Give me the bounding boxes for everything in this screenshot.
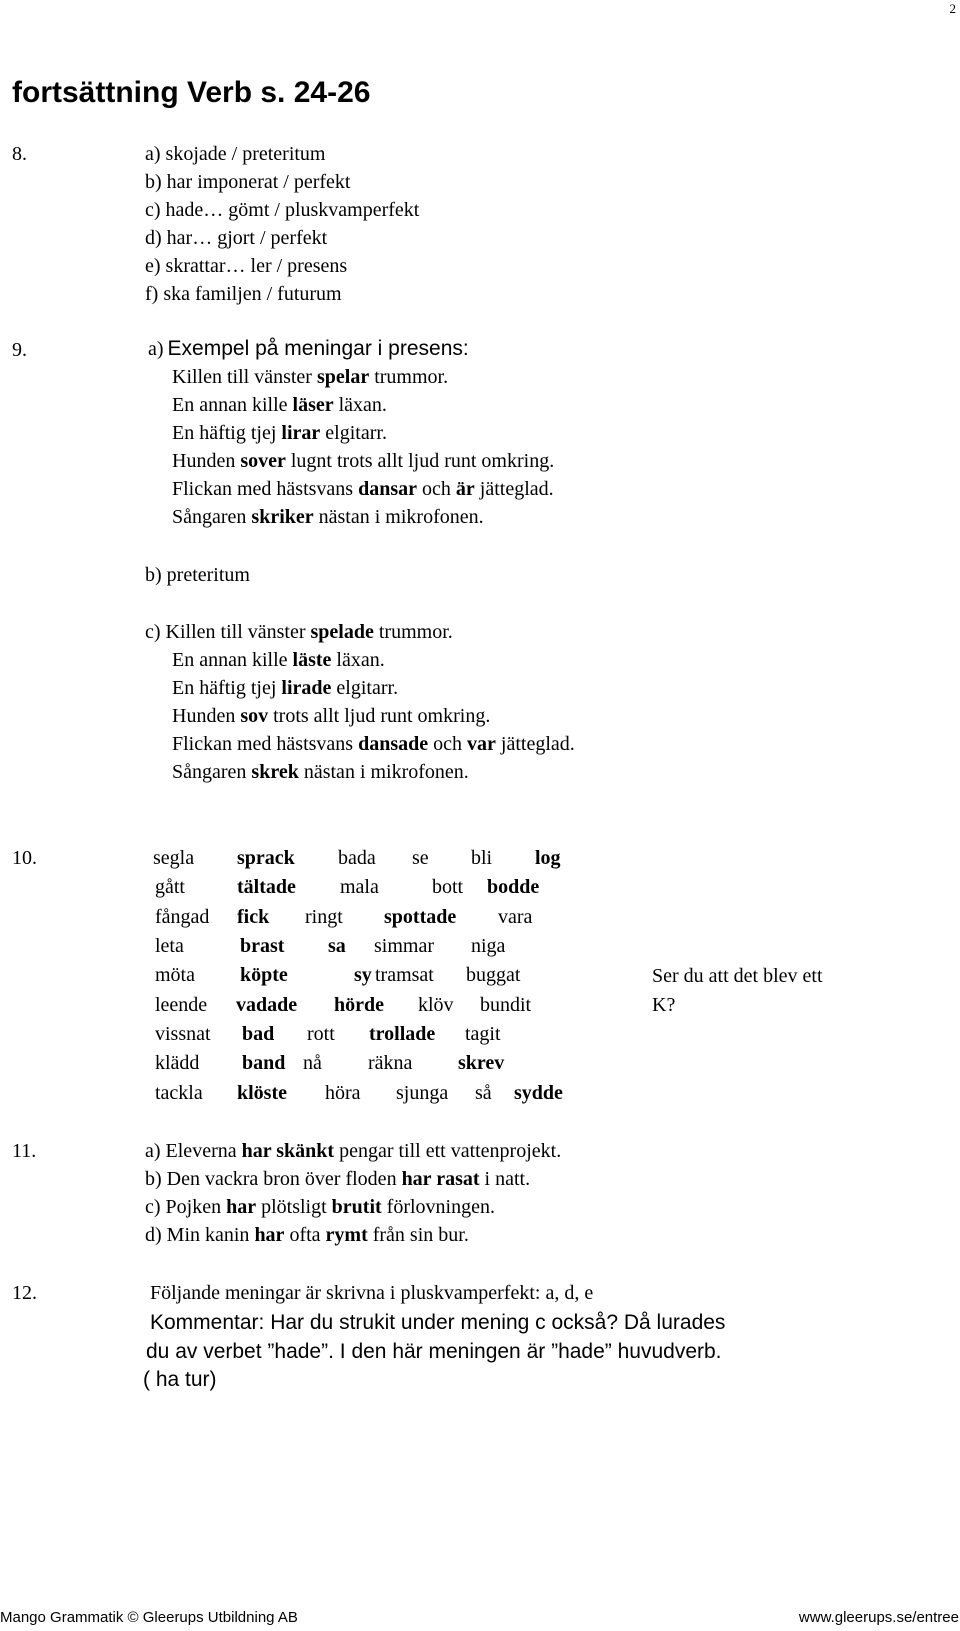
verb-word: sy — [354, 964, 372, 986]
exercise-9b-line: b) preteritum — [145, 564, 250, 586]
verb-word: simmar — [374, 935, 434, 957]
verb-word: sydde — [514, 1082, 563, 1104]
exercise-10-note-line: K? — [652, 994, 676, 1016]
verb-word: köpte — [240, 964, 288, 986]
verb-word: höra — [325, 1082, 361, 1104]
example-sentence: En häftig tjej lirade elgitarr. — [172, 677, 399, 699]
verb-word: bad — [242, 1023, 275, 1045]
example-sentence: En annan kille läser läxan. — [172, 394, 387, 416]
exercise-8-line: a) skojade / preteritum — [145, 143, 326, 165]
verb-word: tramsat — [375, 964, 434, 986]
verb-word: se — [412, 847, 429, 869]
exercise-8-line: f) ska familjen / futurum — [145, 283, 342, 305]
exercise-8-line: d) har… gjort / perfekt — [145, 227, 328, 249]
exercise-12-comment-line: Kommentar: Har du strukit under mening c också? Då lurades — [150, 1311, 726, 1334]
example-sentence: Killen till vänster spelar trummor. — [172, 366, 449, 388]
verb-word: bundit — [480, 994, 532, 1016]
verb-word: tältade — [237, 876, 296, 898]
exercise-9-number: 9. — [12, 339, 27, 361]
verb-word: spottade — [384, 906, 457, 928]
exercise-11-sentence: d) Min kanin har ofta rymt från sin bur. — [145, 1224, 469, 1246]
example-sentence: Sångaren skriker nästan i mikrofonen. — [172, 506, 484, 528]
footer-publisher: Mango Grammatik © Gleerups Utbildning AB — [0, 1609, 298, 1626]
example-sentence: Flickan med hästsvans dansar och är jätteglad. — [172, 478, 554, 500]
verb-word: sa — [328, 935, 346, 957]
verb-word: vadade — [236, 994, 298, 1016]
exercise-8-line: b) har imponerat / perfekt — [145, 171, 351, 193]
verb-word: gått — [155, 876, 185, 898]
verb-word: mala — [340, 876, 379, 898]
verb-word: vara — [498, 906, 533, 928]
exercise-9a-heading — [148, 338, 469, 359]
exercise-9a-prefix: a) — [148, 338, 164, 360]
exercise-12-comment-line: ( ha tur) — [143, 1368, 217, 1391]
verb-word: buggat — [466, 964, 521, 986]
exercise-11-number: 11. — [12, 1140, 37, 1162]
verb-word: band — [242, 1052, 286, 1074]
verb-word: bott — [432, 876, 464, 898]
verb-word: segla — [153, 847, 195, 869]
verb-word: skrev — [458, 1052, 505, 1074]
verb-word: nå — [303, 1052, 322, 1074]
verb-word: ringt — [305, 906, 343, 928]
verb-word: bli — [471, 847, 493, 869]
example-sentence: c) Killen till vänster spelade trummor. — [145, 621, 453, 643]
exercise-9a-heading-text: Exempel på meningar i presens: — [167, 337, 469, 360]
verb-word: fångad — [155, 906, 210, 928]
verb-word: klädd — [155, 1052, 200, 1074]
verb-word: trollade — [369, 1023, 436, 1045]
verb-word: sjunga — [396, 1082, 449, 1104]
verb-word: leende — [155, 994, 208, 1016]
example-sentence: Hunden sover lugnt trots allt ljud runt omkring. — [172, 450, 555, 472]
footer-url: www.gleerups.se/entree — [798, 1609, 959, 1626]
verb-word: bada — [338, 847, 376, 869]
verb-word: klöv — [418, 994, 454, 1016]
example-sentence: Hunden sov trots allt ljud runt omkring. — [172, 705, 491, 727]
example-sentence: Sångaren skrek nästan i mikrofonen. — [172, 761, 469, 783]
example-sentence: Flickan med hästsvans dansade och var jätteglad. — [172, 733, 575, 755]
page-title: fortsättning Verb s. 24-26 — [12, 76, 371, 109]
exercise-8-number: 8. — [12, 143, 27, 165]
verb-word: fick — [237, 906, 270, 928]
exercise-10-number: 10. — [12, 847, 37, 869]
verb-word: rott — [307, 1023, 335, 1045]
exercise-12-line: Följande meningar är skrivna i pluskvamperfekt: a, d, e — [150, 1282, 594, 1304]
verb-word: möta — [155, 964, 195, 986]
verb-word: log — [535, 847, 561, 869]
verb-word: leta — [155, 935, 184, 957]
verb-word: niga — [471, 935, 506, 957]
verb-word: tackla — [155, 1082, 203, 1104]
example-sentence: En annan kille läste läxan. — [172, 649, 385, 671]
verb-word: sprack — [237, 847, 295, 869]
exercise-11-sentence: c) Pojken har plötsligt brutit förlovningen. — [145, 1196, 495, 1218]
example-sentence: En häftig tjej lirar elgitarr. — [172, 422, 387, 444]
verb-word: så — [475, 1082, 492, 1104]
exercise-12-comment-line: du av verbet ”hade”. I den här meningen är ”hade” huvudverb. — [146, 1340, 722, 1363]
verb-word: klöste — [237, 1082, 287, 1104]
exercise-11-sentence: a) Eleverna har skänkt pengar till ett vattenprojekt. — [145, 1140, 562, 1162]
exercise-12-number: 12. — [12, 1282, 37, 1304]
verb-word: vissnat — [155, 1023, 211, 1045]
exercise-10-note-line: Ser du att det blev ett — [652, 965, 823, 987]
exercise-11-sentence: b) Den vackra bron över floden har rasat i natt. — [145, 1168, 531, 1190]
page-number: 2 — [949, 1, 956, 16]
verb-word: bodde — [487, 876, 540, 898]
exercise-8-line: c) hade… gömt / pluskvamperfekt — [145, 199, 420, 221]
verb-word: brast — [240, 935, 285, 957]
exercise-8-line: e) skrattar… ler / presens — [145, 255, 348, 277]
verb-word: tagit — [465, 1023, 501, 1045]
verb-word: hörde — [334, 994, 384, 1016]
verb-word: räkna — [368, 1052, 413, 1074]
